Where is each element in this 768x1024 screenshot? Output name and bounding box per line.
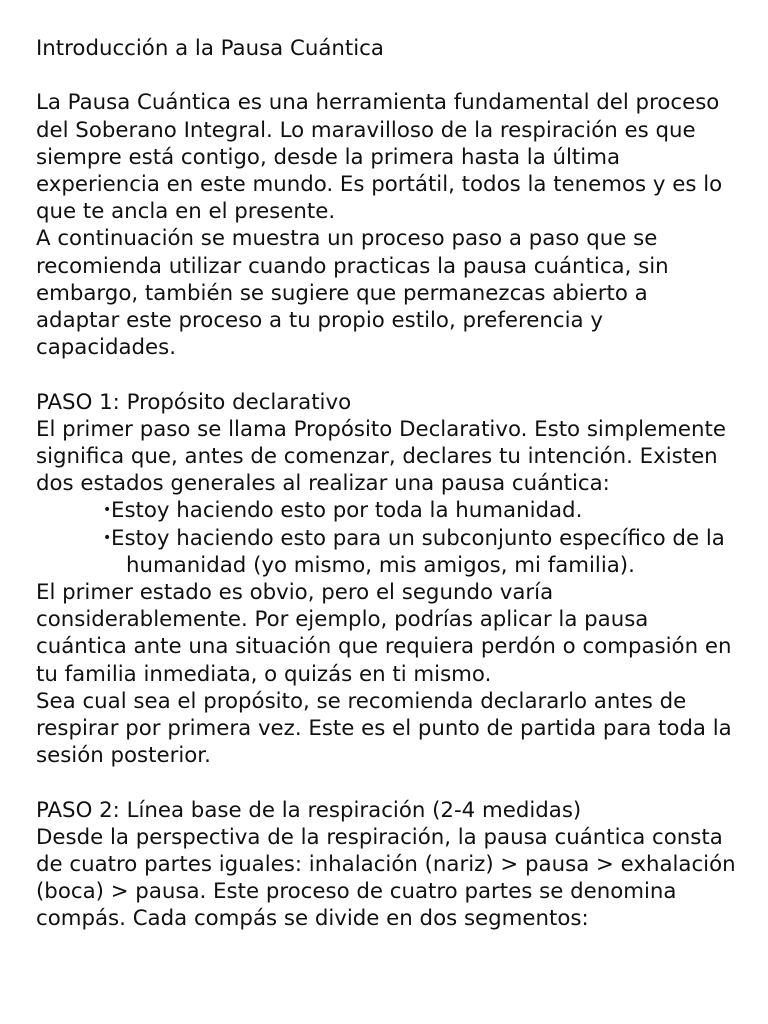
step1-paragraph: El primer paso se llama Propósito Declarativo. Esto simplemente significa que, antes de comenzar, declares tu intención. Existen dos estados generales al realizar una pausa cuántica: — [36, 416, 726, 497]
document-page — [36, 35, 736, 933]
step1-paragraph-after-1: El primer estado es obvio, pero el segundo varía considerablemente. Por ejemplo, podrías aplicar la pausa cuántica ante una situación que requiera perdón o compasión en tu familia inmediata, o quizás en ti mismo. — [36, 580, 732, 687]
bullet-icon: • — [103, 529, 112, 546]
document-title: Introducción a la Pausa Cuántica — [36, 36, 384, 61]
list-item — [36, 497, 736, 524]
step1-bullet-list — [36, 497, 736, 579]
step2-heading: PASO 2: Línea base de la respiración (2-4 medidas) — [36, 797, 582, 823]
step2-paragraph: Desde la perspectiva de la respiración, la pausa cuántica consta de cuatro partes iguales: inhalación (nariz) > pausa > exhalación (boca) > pausa. Este proceso de cuatro partes se denomina compás. Cada compás se divide en dos segmentos: — [36, 824, 736, 932]
intro-paragraph-2: A continuación se muestra un proceso paso a paso que se recomienda utilizar cuando practicas la pausa cuántica, sin embargo, también se sugiere que permanezcas abierto a adaptar este proceso a tu propio estilo, preferencia y capacidades. — [36, 226, 669, 361]
bullet-icon: • — [103, 502, 112, 519]
step1-paragraph-after-2: Sea cual sea el propósito, se recomienda declararlo antes de respirar por primera vez. Este es el punto de partida para toda la sesión posterior. — [36, 688, 732, 769]
spacer — [36, 361, 736, 388]
spacer — [36, 62, 736, 89]
list-item-text: Estoy haciendo esto para un subconjunto específico de la humanidad (yo mismo, mis amigos, mi familia). — [111, 525, 725, 578]
spacer — [36, 769, 736, 796]
intro-paragraph-1: La Pausa Cuántica es una herramienta fundamental del proceso del Soberano Integral. Lo maravilloso de la respiración es que siempre está contigo, desde la primera hasta la última experiencia en este mundo. Es portátil, todos la tenemos y es lo que te ancla en el presente. — [36, 90, 723, 225]
list-item — [36, 525, 736, 579]
step1-heading: PASO 1: Propósito declarativo — [36, 389, 352, 415]
list-item-text: Estoy haciendo esto por toda la humanidad. — [111, 498, 583, 524]
